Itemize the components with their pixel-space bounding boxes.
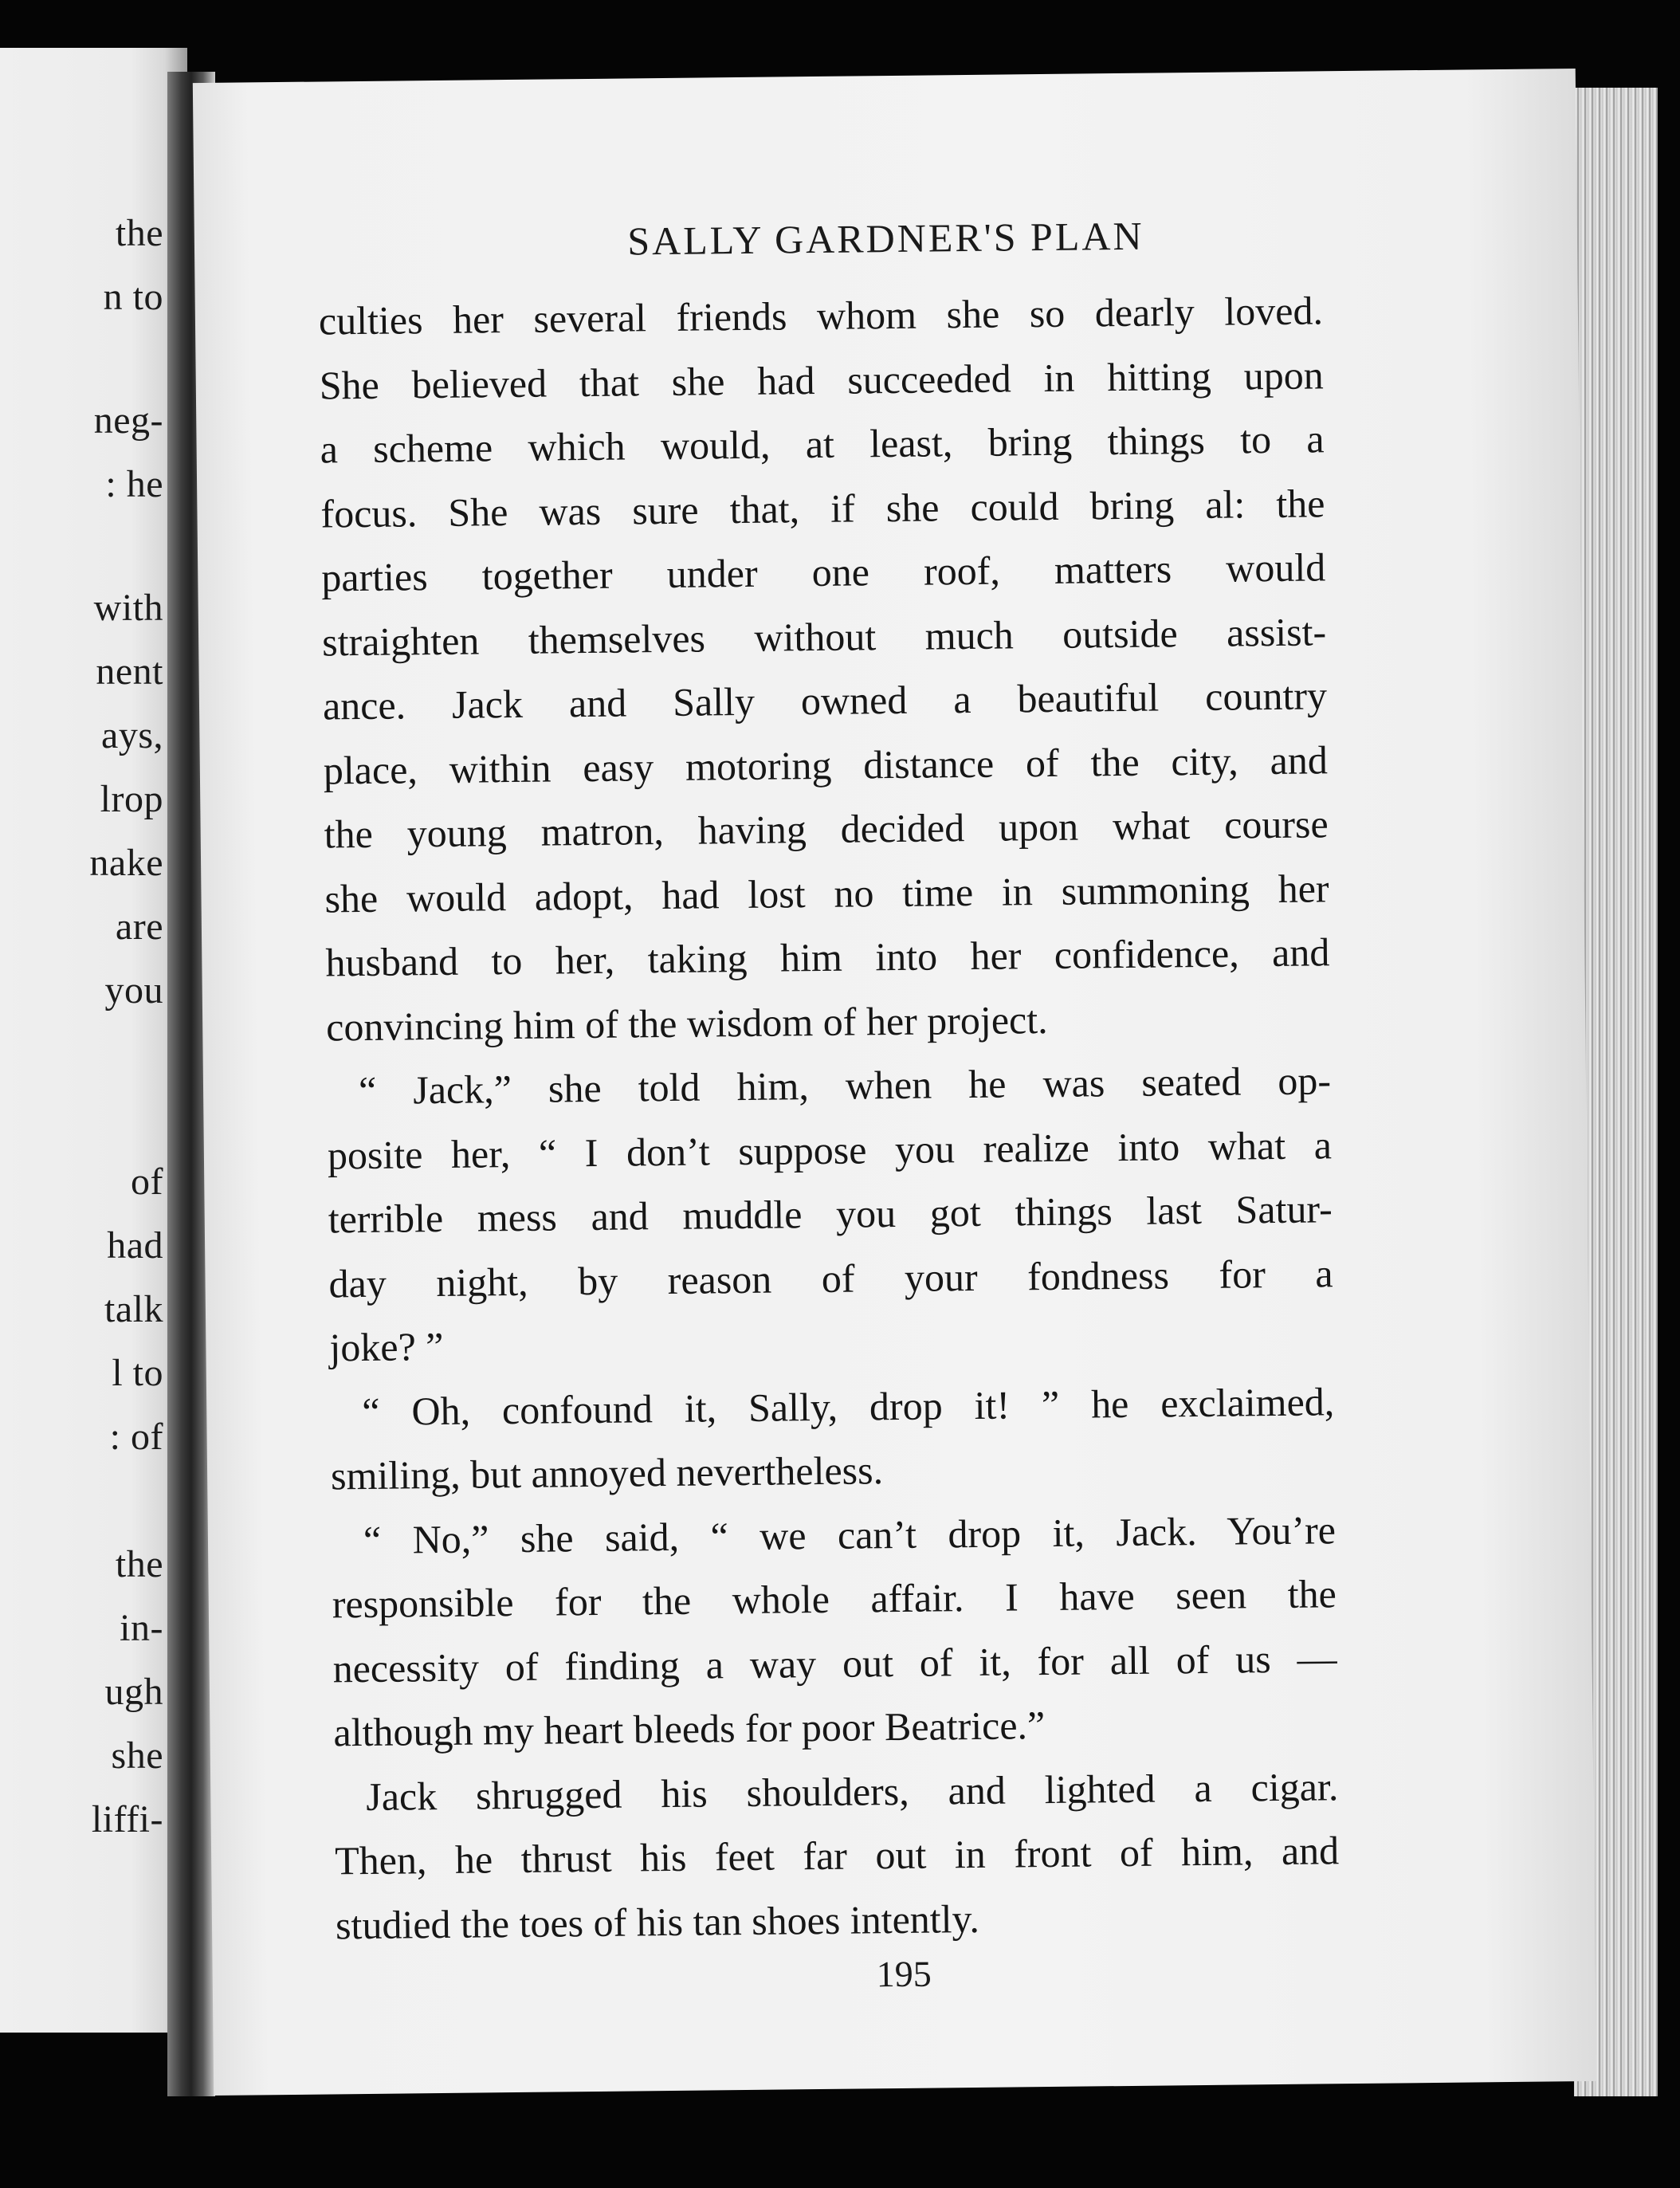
- current-page: [193, 69, 1596, 2096]
- previous-page-line: are: [115, 905, 163, 948]
- previous-page-line: ays,: [101, 714, 163, 756]
- text-line: smiling, but annoyed nevertheless.: [330, 1448, 884, 1499]
- previous-page-line: with: [93, 587, 163, 629]
- text-line: “ Oh, confound it, Sally, drop it! ” he exclaimed,: [361, 1378, 1335, 1434]
- previous-page-line: talk: [104, 1288, 163, 1330]
- text-line: although my heart bleeds for poor Beatrice.”: [333, 1703, 1046, 1755]
- text-line: she would adopt, had lost no time in summoning her: [324, 865, 1329, 921]
- text-line: “ Jack,” she told him, when he was seated op-: [358, 1058, 1332, 1114]
- text-line: necessity of finding a way out of it, for all of us —: [332, 1635, 1337, 1691]
- text-line: ance. Jack and Sally owned a beautiful country: [322, 673, 1328, 729]
- text-line: joke? ”: [329, 1323, 444, 1370]
- page-number: 195: [876, 1953, 932, 1995]
- previous-page-line: she: [111, 1734, 163, 1777]
- previous-page-line: lrop: [100, 778, 163, 820]
- text-line: convincing him of the wisdom of her project.: [325, 996, 1048, 1049]
- text-line: terrible mess and muddle you got things last Satur-: [328, 1186, 1333, 1242]
- text-line: parties together under one roof, matters would: [321, 544, 1326, 600]
- body-text: [319, 278, 1340, 1957]
- text-line: Then, he thrust his feet far out in front of him, and: [334, 1828, 1340, 1884]
- previous-page-line: : of: [109, 1416, 163, 1458]
- text-line: a scheme which would, at least, bring things to a: [320, 416, 1325, 472]
- previous-page-line: liffi-: [91, 1798, 163, 1840]
- previous-page: [0, 48, 187, 2033]
- text-line: straighten themselves without much outside assist-: [321, 608, 1327, 664]
- previous-page-line: you: [104, 969, 163, 1012]
- text-line: culties her several friends whom she so dearly loved.: [318, 288, 1324, 344]
- previous-page-line: ugh: [104, 1671, 163, 1713]
- previous-page-line: nent: [96, 650, 163, 693]
- previous-page-line: had: [107, 1224, 163, 1267]
- previous-page-line: of: [131, 1161, 163, 1203]
- text-line: She believed that she had succeeded in hitting upon: [319, 352, 1325, 408]
- previous-page-line: l to: [112, 1352, 163, 1394]
- text-line: Jack shrugged his shoulders, and lighted a cigar.: [366, 1763, 1339, 1819]
- previous-page-line: the: [115, 1543, 163, 1585]
- previous-page-line: nake: [89, 842, 163, 884]
- previous-page-line: in-: [120, 1607, 163, 1649]
- text-line: day night, by reason of your fondness for a: [328, 1250, 1333, 1306]
- text-line: focus. She was sure that, if she could bring al: the: [320, 480, 1325, 536]
- previous-page-line: n to: [103, 276, 163, 318]
- text-line: responsible for the whole affair. I have seen the: [332, 1571, 1337, 1627]
- previous-page-line: : he: [105, 463, 163, 505]
- previous-page-line: the: [115, 212, 163, 254]
- text-line: place, within easy motoring distance of the city, and: [323, 737, 1329, 792]
- text-line: posite her, “ I don’t suppose you realize into what a: [327, 1121, 1333, 1177]
- text-line: husband to her, taking him into her confidence, and: [325, 929, 1330, 985]
- text-line: “ No,” she said, “ we can’t drop it, Jack. You’re: [363, 1506, 1337, 1562]
- running-head: SALLY GARDNER'S PLAN: [626, 213, 1144, 264]
- text-line: studied the toes of his tan shoes intently.: [335, 1895, 980, 1947]
- text-line: the young matron, having decided upon what course: [324, 801, 1329, 857]
- previous-page-line: neg-: [93, 399, 163, 442]
